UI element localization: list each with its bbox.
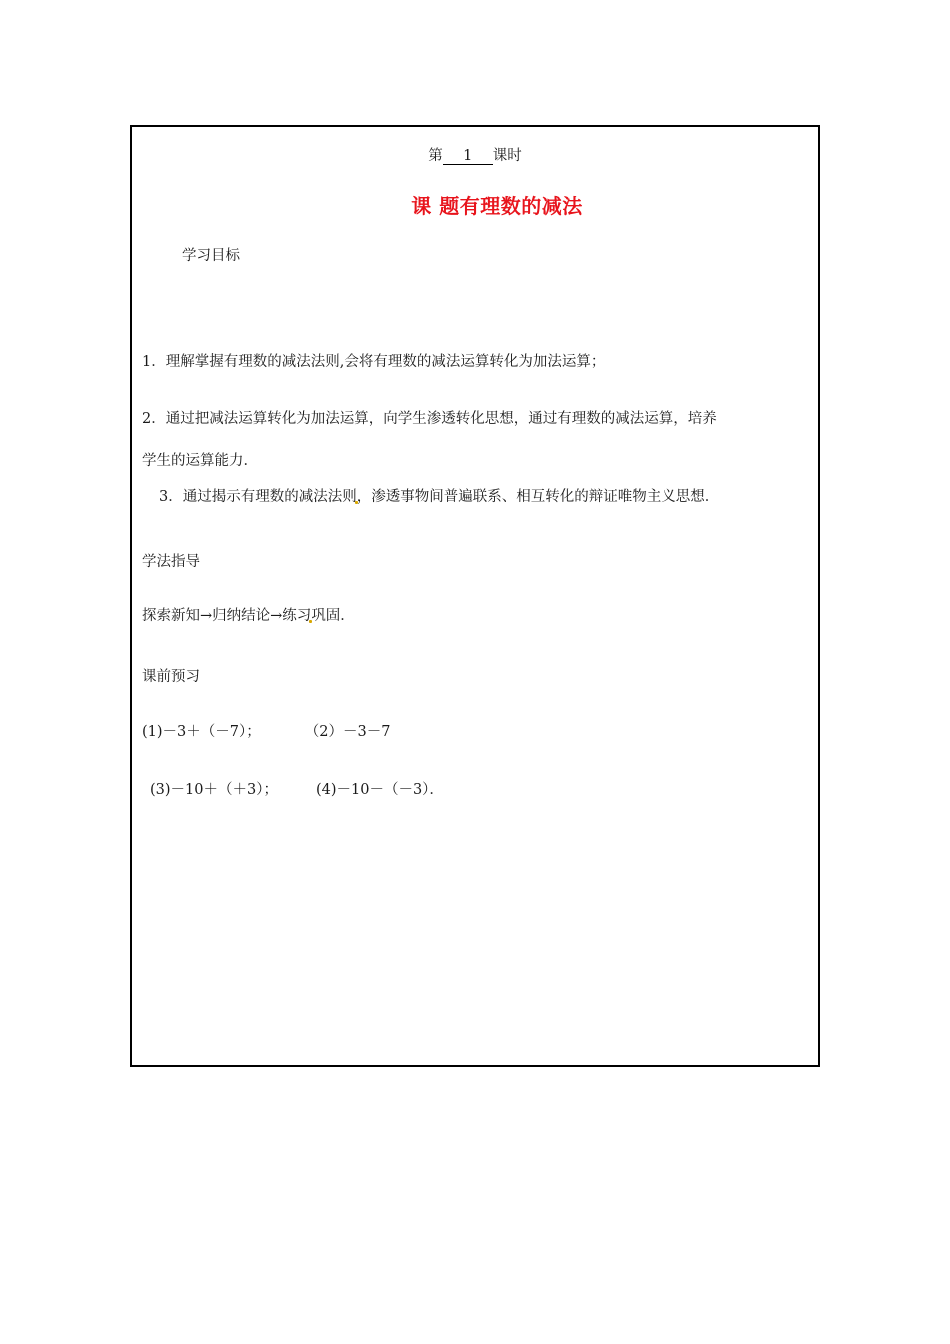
goal-2-line-2: 学生的运算能力． [142,453,258,469]
exercise-row-1 [142,723,390,741]
goal-3-part-2: ，渗透事物间普遍联系、相互转化的辩证唯物主义思想． [356,489,720,505]
goal-2-line-1: 2．通过把减法运算转化为加法运算，向学生渗透转化思想，通过有理数的减法运算，培养 [142,411,717,427]
lesson-number-line [132,147,818,165]
lesson-prefix: 第 [428,148,443,164]
exercise-row-2 [150,781,444,799]
method-text-part-2: 巩固． [311,608,355,624]
exercise-1: (1)－3＋（－7）； [142,724,261,740]
method-text [142,607,355,625]
lesson-suffix: 课时 [492,148,522,164]
goal-3 [159,488,719,506]
goals-heading: 学习目标 [182,248,240,264]
method-text-part-1: 探索新知→归纳结论→练习 [142,608,312,624]
preview-heading: 课前预习 [142,669,200,685]
goal-1: 1．理解掌握有理数的减法法则,会将有理数的减法运算转化为加法运算； [142,354,606,370]
exercise-4: (4)－10－（－3）． [315,782,444,798]
exercise-2: （2）－3－7 [304,724,391,740]
worksheet-frame [130,125,820,1067]
page-title: 课 题有理数的减法 [411,194,583,218]
goal-3-part-1: 3．通过揭示有理数的减法法则 [159,489,357,505]
lesson-number: 1 [443,148,493,165]
exercise-3: (3)－10＋（＋3）； [150,782,278,798]
method-heading: 学法指导 [142,554,200,570]
